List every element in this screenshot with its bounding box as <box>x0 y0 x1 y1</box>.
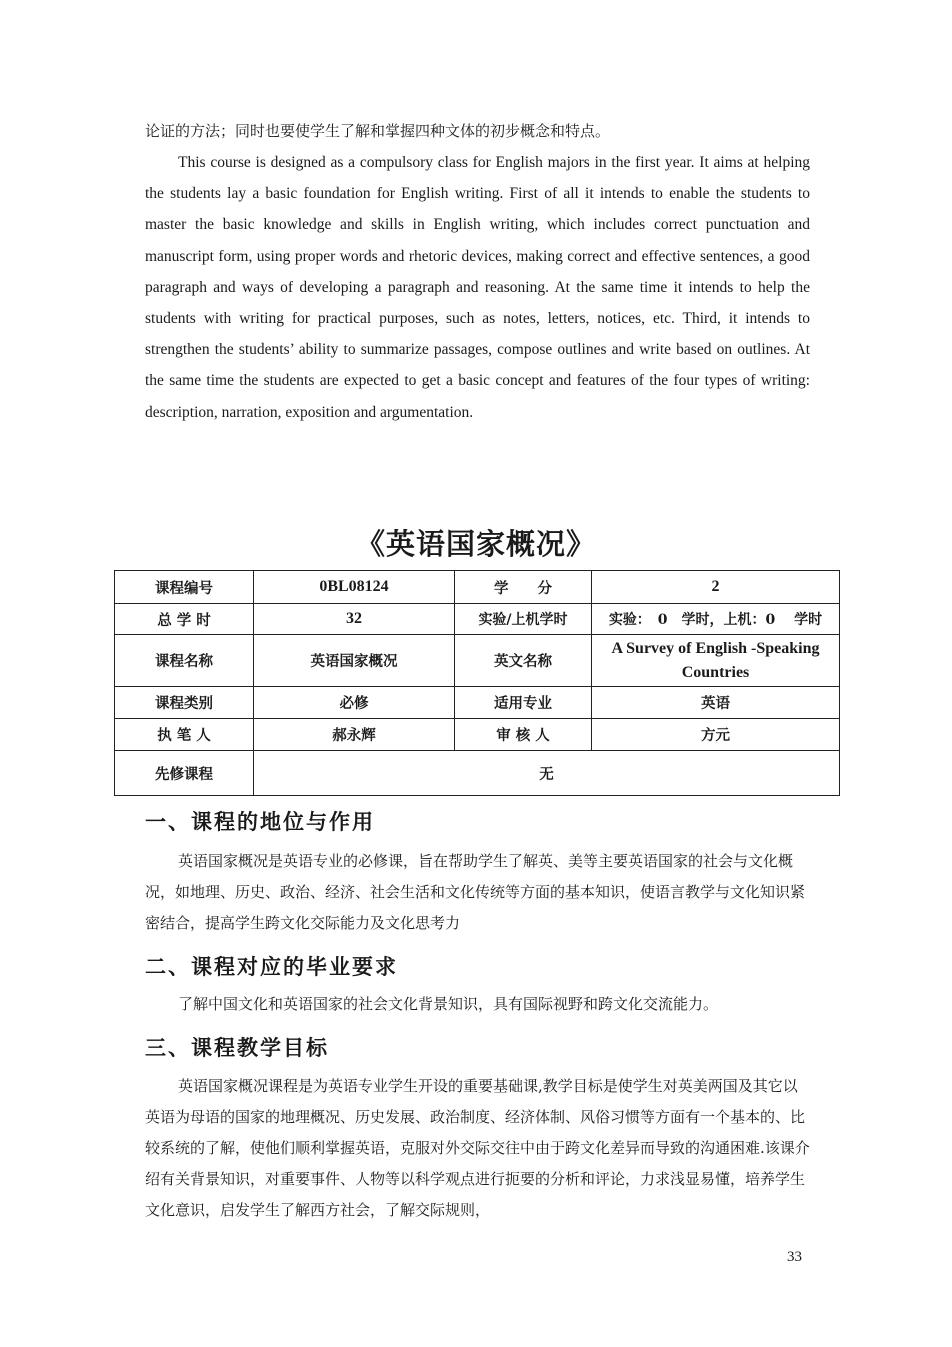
value-total-hours: 32 <box>254 604 455 635</box>
table-row <box>115 571 840 604</box>
section-body-2: 了解中国文化和英语国家的社会文化背景知识，具有国际视野和跨文化交流能力。 <box>178 995 719 1013</box>
value-course-code: 0BL08124 <box>254 571 455 604</box>
label-reviewer: 审 核 人 <box>455 719 592 751</box>
label-prerequisite: 先修课程 <box>115 751 254 796</box>
label-lab-hours: 实验/上机学时 <box>455 604 592 635</box>
label-total-hours: 总 学 时 <box>115 604 254 635</box>
value-lab-hours: 实验： 0 学时，上机：0 学时 <box>592 604 840 635</box>
page-number: 33 <box>787 1249 802 1265</box>
table-row <box>115 719 840 751</box>
value-reviewer: 方元 <box>592 719 840 751</box>
label-course-name: 课程名称 <box>115 635 254 687</box>
value-prerequisite: 无 <box>254 751 840 796</box>
section-heading-2: 二、课程对应的毕业要求 <box>145 955 398 979</box>
value-course-name: 英语国家概况 <box>254 635 455 687</box>
value-author: 郝永辉 <box>254 719 455 751</box>
intro-english-paragraph: This course is designed as a compulsory class for English majors in the first year. It aims at helping the students lay a basic foundation for English writing. First of all it intends to enable the students to master the basic knowledge and skills in English writing, which includes correct punctuation and manuscript form, using proper words and rhetoric devices, making correct and effective sentences, a good paragraph and ways of developing a paragraph and reasoning. At the same time it intends to help the students with writing for practical purposes, such as notes, letters, notices, etc. Third, it intends to strengthen the students’ ability to summarize passages, compose outlines and write based on outlines. At the same time the students are expected to get a basic concept and features of the four types of writing: description, narration, exposition and argumentation. <box>145 154 810 421</box>
table-row <box>115 751 840 796</box>
label-course-code: 课程编号 <box>115 571 254 604</box>
course-title: 《英语国家概况》 <box>355 527 596 561</box>
course-info-table <box>114 570 840 796</box>
intro-chinese-line: 论证的方法；同时也要使学生了解和掌握四种文体的初步概念和特点。 <box>145 122 611 140</box>
label-author: 执 笔 人 <box>115 719 254 751</box>
value-credits: 2 <box>592 571 840 604</box>
value-english-name: A Survey of English -Speaking Countries <box>592 635 840 687</box>
table-row <box>115 604 840 635</box>
value-major: 英语 <box>592 687 840 719</box>
label-credits: 学 分 <box>455 571 592 604</box>
label-course-type: 课程类别 <box>115 687 254 719</box>
value-course-type: 必修 <box>254 687 455 719</box>
section-body-3: 英语国家概况课程是为英语专业学生开设的重要基础课,教学目标是使学生对英美两国及其它以英语为母语的国家的地理概况、历史发展、政治制度、经济体制、风俗习惯等方面有一个基本的、比较系统的了解，使他们顺利掌握英语，克服对外交际交往中由于跨文化差异而导致的沟通困难.该课介绍有关背景知识，对重要事件、人物等以科学观点进行扼要的分析和评论，力求浅显易懂，培养学生文化意识，启发学生了解西方社会，了解交际规则， <box>145 1077 810 1219</box>
section-heading-1: 一、课程的地位与作用 <box>145 810 375 834</box>
label-major: 适用专业 <box>455 687 592 719</box>
label-english-name: 英文名称 <box>455 635 592 687</box>
table-row <box>115 687 840 719</box>
table-row <box>115 635 840 687</box>
section-body-1: 英语国家概况是英语专业的必修课，旨在帮助学生了解英、美等主要英语国家的社会与文化概况，如地理、历史、政治、经济、社会生活和文化传统等方面的基本知识，使语言教学与文化知识紧密结合，提高学生跨文化交际能力及文化思考力 <box>145 852 806 932</box>
section-heading-3: 三、课程教学目标 <box>145 1036 329 1060</box>
